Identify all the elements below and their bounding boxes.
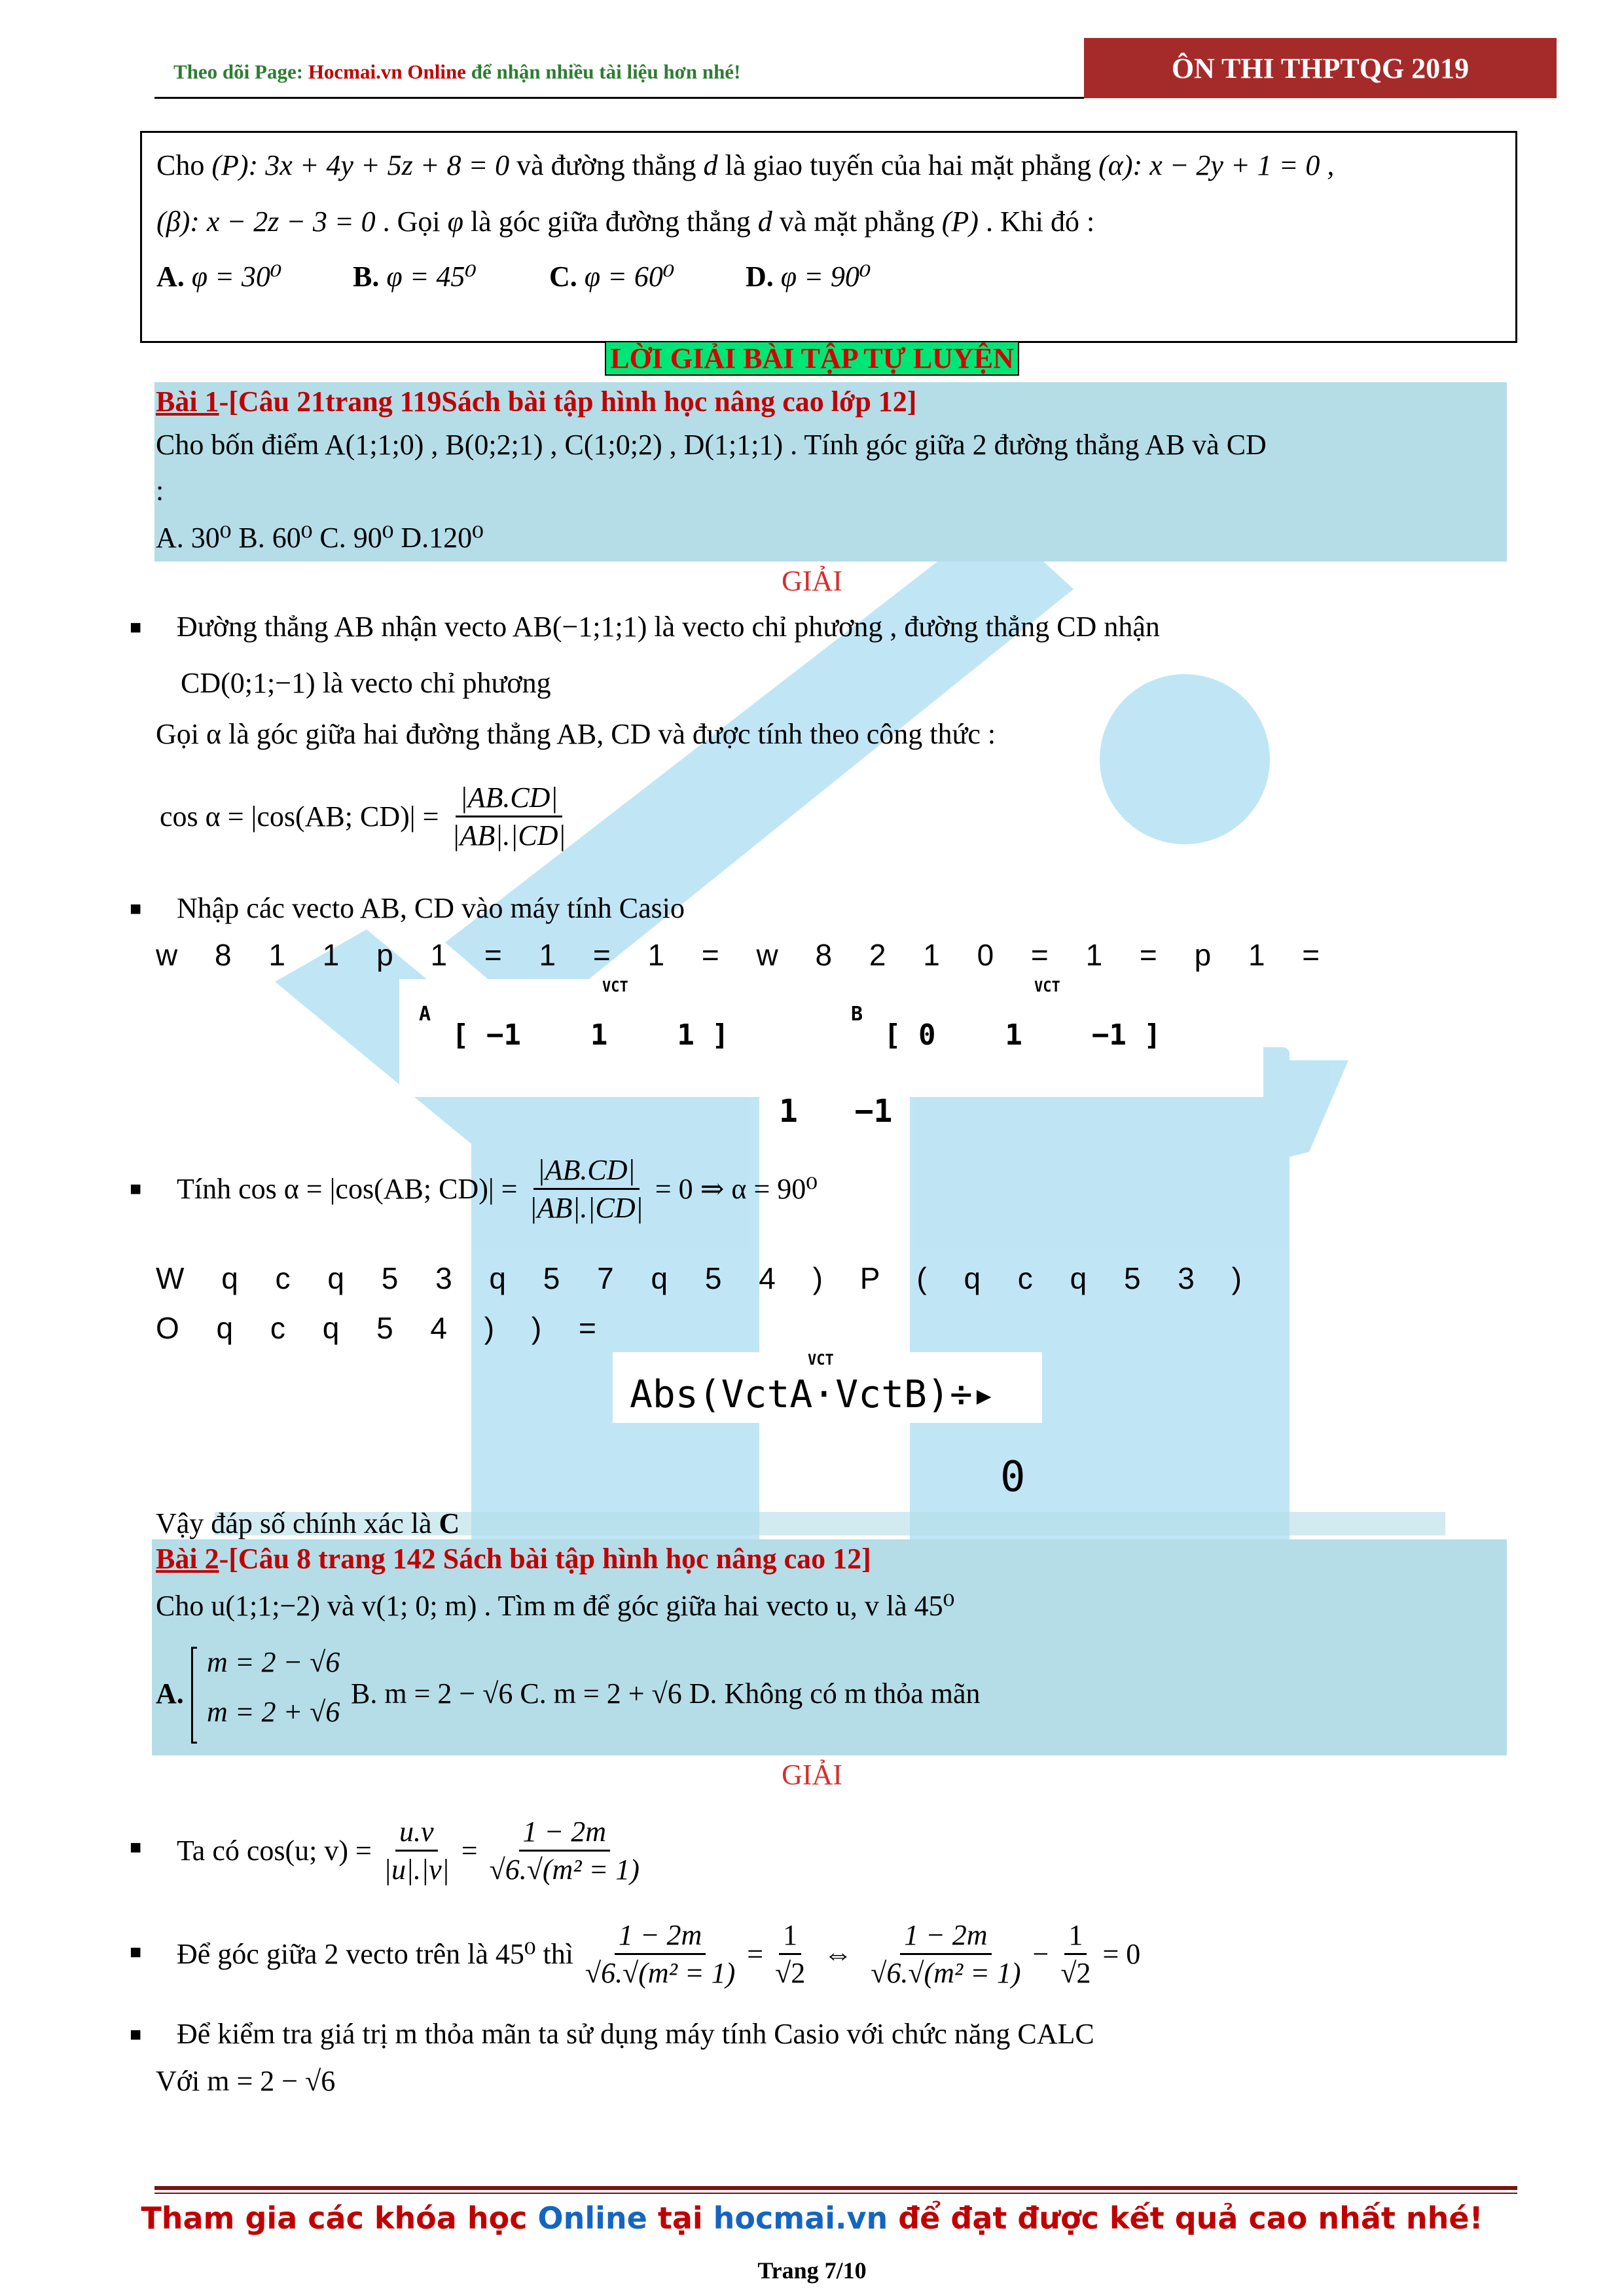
option-d: D. φ = 90⁰	[746, 260, 871, 293]
lcd-vct-b-values: [ 0 1 −1 ]	[884, 1018, 1161, 1052]
calculator-keys-2: W q c q 5 3 q 5 7 q 5 4 ) P ( q c q 5 3 )	[156, 1261, 1256, 1295]
footer-divider	[154, 2186, 1517, 2190]
calc-numerator: |AB.CD|	[533, 1152, 640, 1190]
bai2-title	[156, 1541, 871, 1577]
bai1-formula	[160, 767, 570, 865]
formula-numerator: |AB.CD|	[456, 780, 562, 817]
bai1-calc	[177, 1136, 818, 1241]
bai2-title-source: -[Câu 8 trang 142 Sách bài tập hình học nâng cao 12]	[219, 1543, 871, 1575]
s2-fraction-3: $\frac{1 - 2m}{\text{√6.√(m² = 1)}}$	[867, 1917, 1024, 1991]
s1-equals: =	[461, 1834, 478, 1867]
bai2-step1	[177, 1801, 651, 1899]
lcd-vct-label: VCT	[808, 1352, 834, 1369]
bai1-step3: Nhập các vecto AB, CD vào máy tính Casio	[177, 892, 685, 924]
footer-promo: Tham gia các khóa học Online tại hocmai.vn để đạt được kết quả cao nhất nhé!	[141, 2200, 1483, 2236]
q-text: là góc giữa đường thẳng	[463, 206, 758, 238]
bullet-icon: ■	[130, 1837, 142, 1858]
calc-suffix: = 0 ⇒ α = 90⁰	[655, 1172, 818, 1205]
bullet-icon: ■	[130, 1178, 142, 1200]
bai2-title-label: Bài 2	[156, 1543, 219, 1575]
formula-left: cos α = |cos(AB; CD)| =	[160, 800, 439, 833]
header-follow-text	[173, 60, 740, 84]
bai1-colon: :	[156, 475, 164, 507]
bai2-statement: Cho u(1;1;−2) và v(1; 0; m) . Tìm m để góc giữa hai vecto u, v là 45⁰	[156, 1590, 955, 1622]
lcd-result: 0	[1000, 1453, 1026, 1501]
bai2-optA-2: m = 2 + √6	[207, 1696, 340, 1728]
calc-prefix: Tính cos α = |cos(AB; CD)| =	[177, 1172, 518, 1205]
q-text: . Gọi	[375, 206, 448, 238]
calc-denominator: |AB|.|CD|	[529, 1191, 643, 1224]
calculator-keys-3: O q c q 5 4 ) ) =	[156, 1311, 611, 1345]
bai1-options: A. 30⁰ B. 60⁰ C. 90⁰ D.120⁰	[156, 522, 484, 554]
header-suffix: để nhận nhiều tài liệu hơn nhé!	[465, 60, 741, 83]
bai2-optA-label: A.	[156, 1677, 184, 1710]
lcd-row-values: 1 −1	[779, 1093, 893, 1130]
solution-title	[0, 342, 1624, 375]
bullet-icon: ■	[130, 898, 142, 920]
lcd-vct-b-tag: B	[851, 1003, 863, 1026]
bai2-step3: Để kiểm tra giá trị m thỏa mãn ta sử dụng máy tính Casio với chức năng CALC	[177, 2018, 1094, 2050]
header-prefix: Theo dõi Page:	[173, 60, 308, 83]
bai2-optA-1: m = 2 − √6	[207, 1646, 340, 1678]
page-number: Trang 7/10	[757, 2257, 867, 2284]
header-divider	[154, 97, 1084, 99]
bai1-step2: Gọi α là góc giữa hai đường thẳng AB, CD và được tính theo công thức :	[156, 718, 996, 750]
bullet-icon: ■	[130, 1941, 142, 1963]
q-line-d: d	[703, 149, 718, 181]
q-plane-beta: (β): x − 2z − 3 = 0	[156, 206, 376, 238]
question-line-1	[156, 147, 1334, 183]
s1-fraction-2: $\frac{1 - 2m}{\text{√6.√(m² = 1)}}$	[486, 1814, 643, 1888]
bullet-icon: ■	[130, 617, 142, 638]
bracket-icon	[191, 1647, 197, 1744]
answer-text: Vậy đáp số chính xác là	[156, 1507, 439, 1539]
footer-divider-thin	[154, 2193, 1517, 2194]
lcd-vct-a-tag: A	[419, 1003, 431, 1026]
bai1-title-source: -[Câu 21trang 119Sách bài tập hình học nâng cao lớp 12]	[219, 386, 917, 418]
s1-fraction-1: $\frac{u.v}{|u|.|v|}$	[380, 1814, 454, 1888]
lcd-vct-label: VCT	[1034, 979, 1060, 996]
solution-title-text: LỜI GIẢI BÀI TẬP TỰ LUYỆN	[605, 341, 1019, 376]
question-options	[156, 259, 942, 295]
bai2-step4: Với m = 2 − √6	[156, 2065, 336, 2097]
q-text: Cho	[156, 149, 212, 181]
q-plane-p: (P)	[941, 206, 979, 238]
footer-online: Online	[537, 2200, 647, 2236]
option-a: A. φ = 30⁰	[156, 260, 282, 293]
bai1-answer	[156, 1505, 460, 1541]
calculator-lcd-expression	[613, 1352, 1042, 1423]
lcd-vct-a-values: [ −1 1 1 ]	[452, 1018, 729, 1052]
bai1-giai-heading: GIẢI	[782, 565, 842, 597]
s2-text: Để góc giữa 2 vecto trên là 45⁰ thì	[177, 1937, 573, 1970]
s2-fraction-2: $\frac{1}{√2}$	[771, 1917, 809, 1991]
option-b: B. φ = 45⁰	[353, 260, 477, 293]
q-plane-p: (P): 3x + 4y + 5z + 8 = 0	[211, 149, 510, 181]
header-brand[interactable]: Hocmai.vn Online	[308, 60, 466, 83]
question-line-2	[156, 204, 1094, 240]
calc-fraction	[525, 1152, 647, 1226]
question-box	[140, 131, 1517, 343]
lcd-expression: Abs(VctA·VctB)÷▸	[630, 1372, 996, 1416]
bai1-step1: Đường thẳng AB nhận vecto AB(−1;1;1) là vecto chỉ phương , đường thẳng CD nhận	[177, 611, 1160, 643]
q-line-d: d	[757, 206, 772, 238]
footer-site-link[interactable]: hocmai.vn	[713, 2200, 888, 2236]
q-text: . Khi đó :	[978, 206, 1095, 238]
calculator-keys-1: w 8 1 1 p 1 = 1 = 1 = w 8 2 1 0 = 1 = p 1 =	[156, 938, 1335, 972]
q-text: và đường thẳng	[509, 149, 704, 181]
option-c: C. φ = 60⁰	[549, 260, 675, 293]
bai2-other-options: B. m = 2 − √6 C. m = 2 + √6 D. Không có m thỏa mãn	[351, 1677, 981, 1710]
bai1-statement: Cho bốn điểm A(1;1;0) , B(0;2;1) , C(1;0;2) , D(1;1;1) . Tính góc giữa 2 đường thẳng AB và CD	[156, 429, 1267, 461]
formula-fraction	[448, 780, 569, 853]
bai1-title-label: Bài 1	[156, 386, 219, 418]
q-angle-phi: φ	[447, 206, 463, 238]
calculator-lcd-vectors	[399, 979, 1263, 1097]
formula-denominator: |AB|.|CD|	[452, 819, 566, 852]
q-plane-alpha: (α): x − 2y + 1 = 0 ,	[1098, 149, 1335, 181]
bai2-giai-heading: GIẢI	[782, 1759, 842, 1791]
answer-choice: C	[439, 1507, 460, 1539]
q-text: và mặt phẳng	[772, 206, 942, 238]
q-text: là giao tuyến của hai mặt phẳng	[717, 149, 1099, 181]
s1-text: Ta có cos(u; v) =	[177, 1834, 372, 1867]
bai1-title	[156, 384, 916, 420]
s2-fraction-4: $\frac{1}{√2}$	[1056, 1917, 1094, 1991]
header-badge: ÔN THI THPTQG 2019	[1084, 38, 1557, 98]
s2-fraction-1: $\frac{1 - 2m}{\text{√6.√(m² = 1)}}$	[581, 1917, 739, 1991]
bai1-step1-cont: CD(0;1;−1) là vecto chỉ phương	[181, 667, 551, 699]
lcd-vct-label: VCT	[602, 979, 628, 996]
bullet-icon: ■	[130, 2024, 142, 2045]
bai2-step2: Để góc giữa 2 vecto trên là 45⁰ thì $\frac{1 - 2m}{\text{√6.√(m² = 1)}}$ = $\frac{1}{√2}$ ⇔ $\frac{1 - 2m}{\text{√6.√(m² = 1)}}$ − $\frac{1}{√2}$ = 0	[177, 1905, 1140, 2003]
